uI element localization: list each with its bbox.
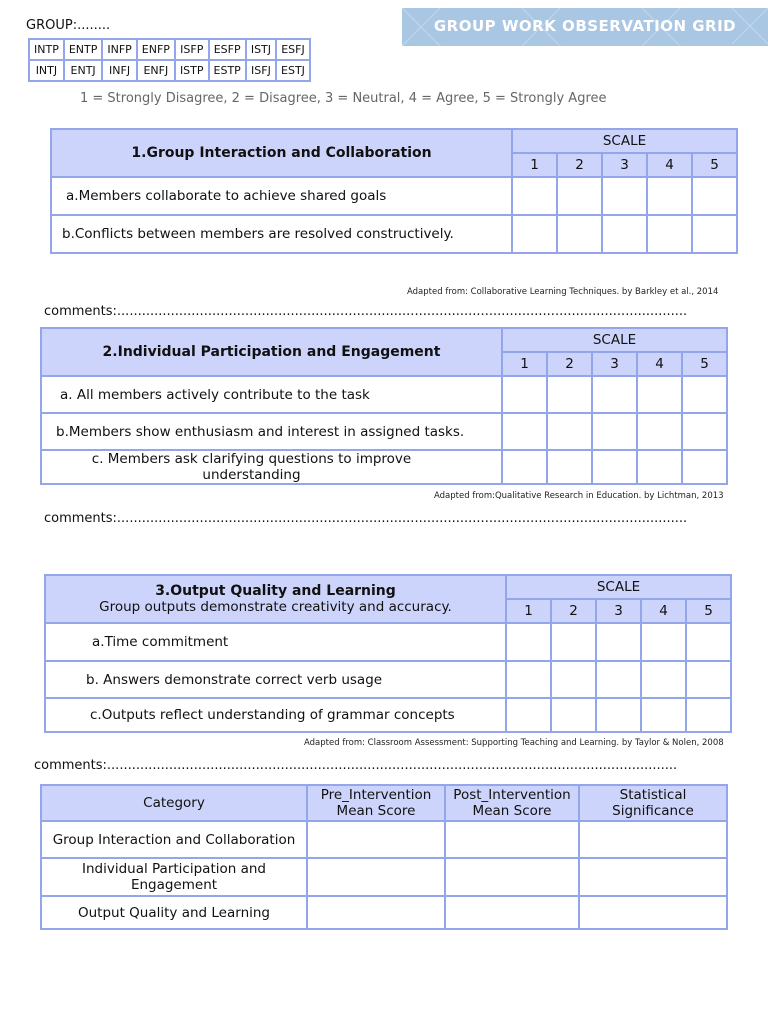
- scale-5: 5: [692, 153, 737, 177]
- table-row: [51, 215, 737, 253]
- section3-comments[interactable]: comments:..........................................................................................................................................: [34, 758, 678, 773]
- summary-header-pre: Pre_Intervention Mean Score: [307, 785, 445, 821]
- rating-cell[interactable]: [551, 661, 596, 698]
- scale-header: SCALE: [506, 575, 731, 599]
- section3-header: [45, 575, 506, 623]
- rating-cell[interactable]: [502, 376, 547, 413]
- scale-4: 4: [641, 599, 686, 623]
- scale-3: 3: [602, 153, 647, 177]
- summary-cell[interactable]: [445, 821, 579, 858]
- section3-item: c.Outputs reflect understanding of grammar concepts: [45, 698, 506, 732]
- summary-cell[interactable]: [307, 896, 445, 929]
- rating-cell[interactable]: [692, 177, 737, 215]
- rating-cell[interactable]: [692, 215, 737, 253]
- section3-item: a.Time commitment: [45, 623, 506, 661]
- rating-cell[interactable]: [596, 623, 641, 661]
- scale-4: 4: [637, 352, 682, 376]
- scale-4: 4: [647, 153, 692, 177]
- scale-2: 2: [557, 153, 602, 177]
- summary-cell[interactable]: [445, 858, 579, 896]
- mbti-grid: [28, 38, 311, 82]
- mbti-cell: ENTP: [64, 39, 103, 60]
- rating-cell[interactable]: [512, 215, 557, 253]
- rating-cell[interactable]: [682, 450, 727, 484]
- table-row: [41, 450, 727, 484]
- mbti-cell: INTP: [29, 39, 64, 60]
- section3-item: b. Answers demonstrate correct verb usage: [45, 661, 506, 698]
- mbti-cell: ESTP: [209, 60, 246, 81]
- rating-cell[interactable]: [547, 376, 592, 413]
- page-title: GROUP WORK OBSERVATION GRID: [433, 17, 737, 35]
- scale-3: 3: [596, 599, 641, 623]
- rating-cell[interactable]: [506, 661, 551, 698]
- mbti-cell: ISTP: [175, 60, 209, 81]
- mbti-cell: INFP: [102, 39, 136, 60]
- mbti-row: [29, 39, 310, 60]
- mbti-cell: ESFP: [209, 39, 246, 60]
- section2-comments[interactable]: comments:..........................................................................................................................................: [44, 511, 688, 526]
- section2-item: a. All members actively contribute to the task: [41, 376, 502, 413]
- summary-header-post: Post_Intervention Mean Score: [445, 785, 579, 821]
- rating-cell[interactable]: [551, 623, 596, 661]
- rating-cell[interactable]: [637, 413, 682, 450]
- section1-source: Adapted from: Collaborative Learning Techniques. by Barkley et al., 2014: [407, 287, 719, 297]
- summary-category: Individual Participation and Engagement: [41, 858, 307, 896]
- scale-1: 1: [506, 599, 551, 623]
- scale-5: 5: [682, 352, 727, 376]
- rating-cell[interactable]: [641, 661, 686, 698]
- table-row: [41, 413, 727, 450]
- rating-cell[interactable]: [557, 215, 602, 253]
- table-row: [41, 376, 727, 413]
- table-row: [41, 858, 727, 896]
- rating-cell[interactable]: [637, 376, 682, 413]
- scale-3: 3: [592, 352, 637, 376]
- summary-cell[interactable]: [579, 896, 727, 929]
- rating-cell[interactable]: [686, 661, 731, 698]
- mbti-cell: ENTJ: [64, 60, 103, 81]
- section3-grid: [44, 574, 732, 733]
- rating-cell[interactable]: [641, 623, 686, 661]
- rating-cell[interactable]: [506, 623, 551, 661]
- page-title-banner: [402, 8, 768, 46]
- summary-header-significance: Statistical Significance: [579, 785, 727, 821]
- rating-cell[interactable]: [592, 376, 637, 413]
- rating-cell[interactable]: [647, 215, 692, 253]
- rating-cell[interactable]: [686, 623, 731, 661]
- section1-item: a.Members collaborate to achieve shared goals: [51, 177, 512, 215]
- summary-category: Output Quality and Learning: [41, 896, 307, 929]
- rating-cell[interactable]: [596, 661, 641, 698]
- section1-item: b.Conflicts between members are resolved constructively.: [51, 215, 512, 253]
- rating-cell[interactable]: [506, 698, 551, 732]
- rating-cell[interactable]: [596, 698, 641, 732]
- table-row: [51, 177, 737, 215]
- summary-cell[interactable]: [307, 821, 445, 858]
- rating-cell[interactable]: [502, 450, 547, 484]
- rating-cell[interactable]: [512, 177, 557, 215]
- rating-cell[interactable]: [641, 698, 686, 732]
- section2-source: Adapted from:Qualitative Research in Education. by Lichtman, 2013: [434, 491, 724, 501]
- rating-cell[interactable]: [602, 177, 647, 215]
- rating-cell[interactable]: [682, 413, 727, 450]
- mbti-cell: INTJ: [29, 60, 64, 81]
- summary-cell[interactable]: [307, 858, 445, 896]
- mbti-cell: ENFJ: [137, 60, 175, 81]
- rating-cell[interactable]: [547, 413, 592, 450]
- scale-2: 2: [551, 599, 596, 623]
- rating-cell[interactable]: [682, 376, 727, 413]
- rating-cell[interactable]: [686, 698, 731, 732]
- rating-cell[interactable]: [547, 450, 592, 484]
- table-row: [41, 821, 727, 858]
- mbti-cell: ISFP: [175, 39, 209, 60]
- scale-legend: 1 = Strongly Disagree, 2 = Disagree, 3 = Neutral, 4 = Agree, 5 = Strongly Agree: [80, 91, 607, 106]
- mbti-row: [29, 60, 310, 81]
- table-row: [45, 661, 731, 698]
- section1-title: 1.Group Interaction and Collaboration: [51, 129, 512, 177]
- rating-cell[interactable]: [637, 450, 682, 484]
- table-row: [41, 896, 727, 929]
- mbti-cell: ISTJ: [246, 39, 276, 60]
- rating-cell[interactable]: [551, 698, 596, 732]
- rating-cell[interactable]: [592, 413, 637, 450]
- mbti-cell: ESTJ: [276, 60, 310, 81]
- scale-header: SCALE: [502, 328, 727, 352]
- summary-cell[interactable]: [579, 858, 727, 896]
- summary-cell[interactable]: [579, 821, 727, 858]
- table-row: [45, 623, 731, 661]
- summary-table: [40, 784, 728, 930]
- section2-item: c. Members ask clarifying questions to improve understanding: [41, 450, 502, 484]
- section3-subtitle: Group outputs demonstrate creativity and accuracy.: [99, 599, 452, 615]
- mbti-cell: INFJ: [102, 60, 136, 81]
- scale-1: 1: [502, 352, 547, 376]
- rating-cell[interactable]: [602, 215, 647, 253]
- section1-comments[interactable]: comments:..........................................................................................................................................: [44, 304, 688, 319]
- scale-5: 5: [686, 599, 731, 623]
- table-row: [45, 698, 731, 732]
- scale-2: 2: [547, 352, 592, 376]
- section2-item: b.Members show enthusiasm and interest in assigned tasks.: [41, 413, 502, 450]
- summary-header-category: Category: [41, 785, 307, 821]
- section3-source: Adapted from: Classroom Assessment: Supporting Teaching and Learning. by Taylor & Nolen, 2008: [304, 738, 724, 748]
- summary-cell[interactable]: [445, 896, 579, 929]
- section2-grid: [40, 327, 728, 485]
- rating-cell[interactable]: [647, 177, 692, 215]
- section2-title: 2.Individual Participation and Engagement: [41, 328, 502, 376]
- section3-title: 3.Output Quality and Learning: [155, 583, 396, 599]
- rating-cell[interactable]: [502, 413, 547, 450]
- scale-header: SCALE: [512, 129, 737, 153]
- mbti-cell: ENFP: [137, 39, 175, 60]
- rating-cell[interactable]: [557, 177, 602, 215]
- rating-cell[interactable]: [592, 450, 637, 484]
- mbti-cell: ESFJ: [276, 39, 310, 60]
- section1-grid: [50, 128, 738, 254]
- mbti-cell: ISFJ: [246, 60, 276, 81]
- summary-category: Group Interaction and Collaboration: [41, 821, 307, 858]
- scale-1: 1: [512, 153, 557, 177]
- group-label: GROUP:........: [26, 18, 111, 33]
